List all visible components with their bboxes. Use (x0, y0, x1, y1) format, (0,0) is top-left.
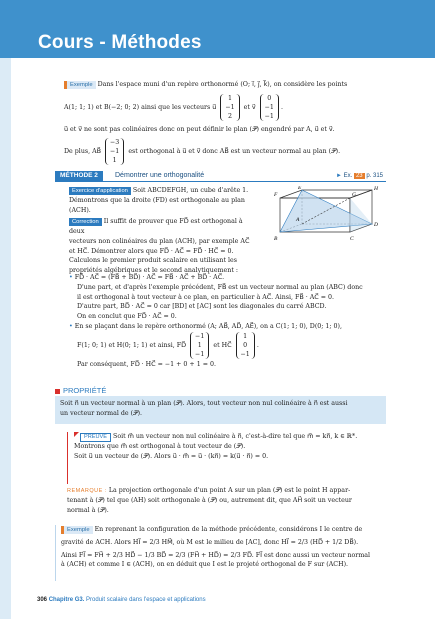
bullet-2-line-c: Par conséquent, FD⃗ · HC⃗ = −1 + 0 + 1 = 0. (77, 360, 216, 368)
bullet-2-line-b: et HC⃗ (213, 341, 232, 349)
chapter-label: Chapitre G3. (48, 597, 85, 603)
header-banner (0, 0, 435, 58)
property-line-1: Soit n⃗ un vecteur normal à un plan (𝒫). Alors, tout vecteur non nul colinéaire à n⃗ est aussi (60, 400, 348, 407)
bullet-2: En se plaçant dans le repère orthonormé (A; AB⃗, AD⃗, AE⃗), on a C(1; 1; 0), D(0; 1; 0), (74, 322, 343, 330)
proof-tag: PREUVE (80, 433, 111, 442)
example-1-line-1: Dans l'espace muni d'un repère orthonormé (O; i⃗, j⃗, k⃗), on considère les points (97, 81, 348, 88)
correction-line-2: vecteurs non colinéaires du plan (ACH), par exemple AC⃗ (69, 237, 250, 245)
example-tag: Exemple (64, 81, 96, 89)
vector-ab-matrix: −3 −1 1 (105, 138, 124, 165)
cube-label-B: B (274, 236, 278, 242)
bullet-1-line-c: D'autre part, BD⃗ · AC⃗ = 0 car [BD] et [AC] sont les diagonales du carré ABCD. (77, 303, 327, 311)
example-1-line-4b: est orthogonal à u⃗ et v⃗ donc AB⃗ est un vecteur normal au plan (𝒫). (128, 147, 341, 155)
page-title: Cours - Méthodes (38, 32, 202, 53)
bullet-2-line-a: F(1; 0; 1) et H(0; 1; 1) et ainsi, FD⃗ (77, 341, 187, 349)
cube-label-A: A (296, 217, 300, 223)
cube-label-C: C (350, 236, 354, 242)
arrow-right-icon: ► (336, 173, 342, 179)
example-1-line-3: u⃗ et v⃗ ne sont pas colinéaires donc on peut définir le plan (𝒫) engendré par A, u⃗ et v⃗. (64, 126, 335, 133)
bullet-1-line-a: D'une part, et d'après l'exemple précédent, FB⃗ est un vecteur normal au plan (ABC) donc (77, 283, 363, 291)
property-box (55, 396, 386, 424)
cube-label-G: G (352, 192, 356, 198)
cube-label-D: D (374, 222, 378, 228)
method-title: Démontrer une orthogonalité (115, 172, 205, 179)
example-2-line-2: gravité de ACH. Alors HI⃗ = 2/3 HM⃗, où M est le milieu de [AC], donc HI⃗ = 2/3 (HD⃗ + 1/2 DB⃗). (61, 538, 359, 546)
example-1-line-4a: De plus, AB⃗ (64, 147, 101, 155)
example-2-line-3: Ainsi FI⃗ = FH⃗ + 2/3 HD⃗ − 1/3 BD⃗ = 2/3 (FH⃗ + HD⃗) = 2/3 FD⃗. FI⃗ est donc aussi un vecteur normal (61, 551, 371, 559)
exercise-tag: Exercice d'application (69, 187, 131, 195)
vector-fd-matrix: −1 1 −1 (190, 332, 209, 359)
red-square-icon (55, 389, 60, 394)
exercise-reference-link[interactable]: ► Ex. 23 p. 315 (336, 173, 384, 179)
example-2-line-4: à (ACH) et comme I ∈ (ACH), on en déduit que I est le projeté orthogonal de F sur (ACH). (61, 561, 349, 569)
left-margin-band (0, 58, 11, 619)
remark-line-3: normal à (𝒫). (67, 506, 109, 514)
correction-line-4: Calculons le premier produit scalaire en utilisant les (69, 257, 237, 265)
exercise-text-2: Démontrons que la droite (FD) est orthogonale au plan (69, 196, 245, 204)
example-2-tag: Exemple (61, 526, 93, 534)
correction-line-5: propriétés algébriques et le second analytiquement : (69, 267, 238, 274)
exercise-number: 23 (355, 173, 363, 179)
exercise-bullets: • FD⃗ · AC⃗ = (FB⃗ + BD⃗) · AC⃗ = FB⃗ · AC⃗ + BD⃗ · AC⃗. D'une part, et d'après l'exemple précédent, FB⃗ est un vecteur normal au plan (ABC) donc il est orthogonal à tout vecteur à ce plan, en particulier à AC⃗. Ainsi, FB⃗ · AC⃗ = 0. D'autre part, BD⃗ · AC⃗ = 0 car [BD] et [AC] sont les diagonales du carré ABCD. On en conclut que FD⃗ · AC⃗ = 0. • En se plaçant dans le repère orthonormé (A; AB⃗, AD⃗, AE⃗), on a C(1; 1; 0), D(0; 1; 0), F(1; 0; 1) et H(0; 1; 1) et ainsi, FD⃗ −1 1 −1 et HC⃗ 1 0 −1. Par conséquent, FD⃗ · HC⃗ = −1 + 0 + 1 = 0. (69, 273, 389, 369)
red-corner-icon (74, 432, 79, 437)
vector-v-matrix: 0 −1 −1 (260, 94, 279, 121)
page-number: 306 (37, 597, 48, 603)
proof-line-3: Soit u⃗ un vecteur de (𝒫). Alors u⃗ · m⃗ = u⃗ · (kn⃗) = k(u⃗ · n⃗) = 0. (74, 452, 269, 460)
exercise-text-3: (ACH). (69, 206, 91, 214)
property-line-2: un vecteur normal de (𝒫). (60, 409, 143, 417)
remark-block: REMARQUE : La projection orthogonale d'un point A sur un plan (𝒫) est le point H appar- tenant à (𝒫) tel que (AH) soit orthogonale à (𝒫) ou, autrement dit, que AH⃗ soit un vecteur normal à (𝒫). (67, 486, 388, 515)
correction-tag: Correction (69, 218, 102, 226)
exercise-page: p. 315 (366, 173, 384, 179)
property-heading: PROPRIÉTÉ (55, 385, 106, 397)
page-footer (37, 596, 206, 605)
cube-label-H: H (374, 186, 378, 192)
example-1: Exemple Dans l'espace muni d'un repère orthonormé (O; i⃗, j⃗, k⃗), on considère les points A(1; 1; 1) et B(−2; 0; 2) ainsi que les vecteurs u⃗ 1 −1 2 et v⃗ 0 −1 −1. u⃗ et v⃗ ne sont pas colinéaires donc on peut définir le plan (𝒫) engendré par A, u⃗ et v⃗. De plus, AB⃗ −3 −1 1 est orthogonal à u⃗ et v⃗ donc AB⃗ est un vecteur normal au plan (𝒫). (64, 80, 389, 167)
chapter-title: Produit scalaire dans l'espace et applications (86, 597, 206, 603)
example-1-line-2a: A(1; 1; 1) et B(−2; 0; 2) ainsi que les vecteurs u⃗ (64, 104, 217, 111)
method-label: MÉTHODE 2 (55, 171, 103, 181)
exercise-block: Exercice d'application Soit ABCDEFGH, un cube d'arête 1. Démontrons que la droite (FD) est orthogonale au plan (ACH). Correction Il suffit de prouver que FD⃗ est orthogonal à deux vecteurs non colinéaires du plan (ACH), par exemple AC⃗ et HC⃗. Démontrer alors que FD⃗ · AC⃗ = FD⃗ · HC⃗ = 0. Calculons le premier produit scalaire en utilisant les propriétés algébriques et le second analytiquement : (69, 186, 259, 276)
proof-line-2: Montrons que m⃗ est orthogonal à tout vecteur de (𝒫). (74, 443, 246, 450)
example-2: Exemple En reprenant la configuration de la méthode précédente, considérons I le centre de gravité de ACH. Alors HI⃗ = 2/3 HM⃗, où M est le milieu de [AC], donc HI⃗ = 2/3 (HD⃗ + 1/2 DB⃗). Ainsi FI⃗ = FH⃗ + 2/3 HD⃗ − 1/3 BD⃗ = 2/3 (FH⃗ + HD⃗) = 2/3 FD⃗. FI⃗ est donc aussi un vecteur normal à (ACH) et comme I ∈ (ACH), on en déduit que I est le projeté orthogonal de F sur (ACH). (55, 525, 387, 581)
example-1-line-2b: et v⃗ (243, 104, 256, 111)
bullet-1-line-d: On en conclut que FD⃗ · AC⃗ = 0. (77, 313, 177, 320)
remark-label: REMARQUE : (67, 488, 107, 494)
vector-u-matrix: 1 −1 2 (220, 94, 239, 121)
proof-box: PREUVE Soit m⃗ un vecteur non nul colinéaire à n⃗, c'est-à-dire tel que m⃗ = kn⃗, k ∈ ℝ*. Montrons que m⃗ est orthogonal à tout vecteur de (𝒫). Soit u⃗ un vecteur de (𝒫). Alors u⃗ · m⃗ = u⃗ · (kn⃗) = k(u⃗ · n⃗) = 0. (67, 432, 389, 484)
cube-label-F: F (274, 192, 278, 198)
vector-hc-matrix: 1 0 −1 (236, 332, 255, 359)
cube-figure (268, 186, 388, 268)
remark-line-2: tenant à (𝒫) tel que (AH) soit orthogonale à (𝒫) ou, autrement dit, que AH⃗ soit un vecteur (67, 496, 352, 504)
bullet-1-line-b: il est orthogonal à tout vecteur à ce plan, en particulier à AC⃗. Ainsi, FB⃗ · AC⃗ = 0. (77, 293, 334, 301)
cube-label-E: E (298, 186, 302, 191)
bullet-1: FD⃗ · AC⃗ = (FB⃗ + BD⃗) · AC⃗ = FB⃗ · AC⃗ + BD⃗ · AC⃗. (74, 274, 225, 281)
correction-line-3: et HC⃗. Démontrer alors que FD⃗ · AC⃗ = FD⃗ · HC⃗ = 0. (69, 247, 234, 255)
